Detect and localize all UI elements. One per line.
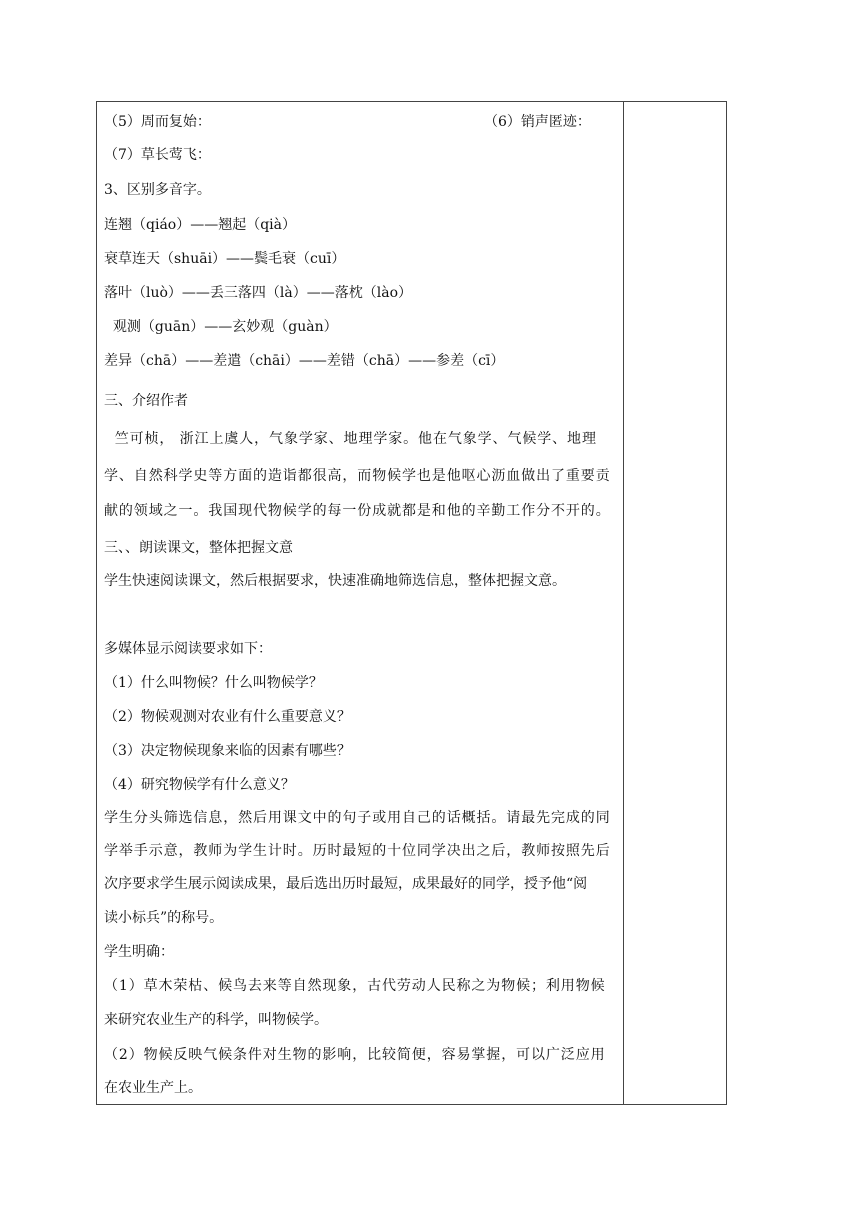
question-item: （2）物候观测对农业有什么重要意义？ [104, 709, 351, 725]
idiom-5: （5）周而复始： [104, 114, 211, 130]
lesson-table [96, 101, 727, 1105]
paragraph-line: 学生明确： [104, 944, 174, 960]
polyphone-line: 连翘（qiáo）——翘起（qià） [104, 217, 297, 233]
paragraph-line: 学生快速阅读课文，然后根据要求，快速准确地筛选信息，整体把握文意。 [104, 573, 566, 589]
question-item: （4）研究物候学有什么意义？ [104, 777, 295, 793]
polyphone-line: 落叶（luò）——丢三落四（là）——落枕（lào） [104, 285, 412, 301]
answer-item: （2）物候反映气候条件对生物的影响，比较简便，容易掌握，可以广泛应用 [104, 1047, 606, 1063]
answer-item: 来研究农业生产的科学，叫物候学。 [104, 1012, 328, 1028]
column-divider [623, 102, 624, 1104]
paragraph-line: 竺可桢， 浙江上虞人，气象学家、地理学家。他在气象学、气候学、地理 [104, 431, 597, 447]
polyphone-line: 观测（guān）——玄妙观（guàn） [104, 319, 338, 335]
paragraph-line: 献的领域之一。我国现代物候学的每一份成就都是和他的辛勤工作分不开的。 [104, 503, 611, 519]
question-item: （3）决定物候现象来临的因素有哪些？ [104, 743, 351, 759]
paragraph-line: 读小标兵”的称号。 [104, 910, 224, 926]
section-heading: 3、区别多音字。 [104, 182, 211, 198]
section-heading: 三、介绍作者 [104, 393, 188, 409]
question-item: （1）什么叫物候？什么叫物候学？ [104, 675, 323, 691]
polyphone-line: 差异（chā）——差遣（chāi）——差错（chā）——参差（cī） [104, 353, 505, 369]
polyphone-line: 衰草连天（shuāi）——鬓毛衰（cuī） [104, 251, 346, 267]
lesson-content-cell [97, 102, 623, 1104]
paragraph-line: 学、自然科学史等方面的造诣都很高，而物候学也是他呕心沥血做出了重要贡 [104, 468, 611, 484]
paragraph-line: 次序要求学生展示阅读成果，最后选出历时最短，成果最好的同学，授予他“阅 [104, 876, 588, 892]
section-heading: 三、、朗读课文，整体把握文意 [104, 540, 293, 556]
paragraph-line: 学生分头筛选信息，然后用课文中的句子或用自己的话概括。请最先完成的同 [104, 810, 611, 826]
answer-item: （1）草木荣枯、候鸟去来等自然现象，古代劳动人民称之为物候；利用物候 [104, 978, 606, 994]
idiom-6: （6）销声匿迹： [484, 114, 591, 130]
paragraph-line: 学举手示意，教师为学生计时。历时最短的十位同学决出之后，教师按照先后 [104, 843, 611, 859]
answer-item: 在农业生产上。 [104, 1080, 202, 1096]
idiom-7: （7）草长莺飞： [104, 147, 211, 163]
paragraph-line: 多媒体显示阅读要求如下： [104, 641, 272, 657]
